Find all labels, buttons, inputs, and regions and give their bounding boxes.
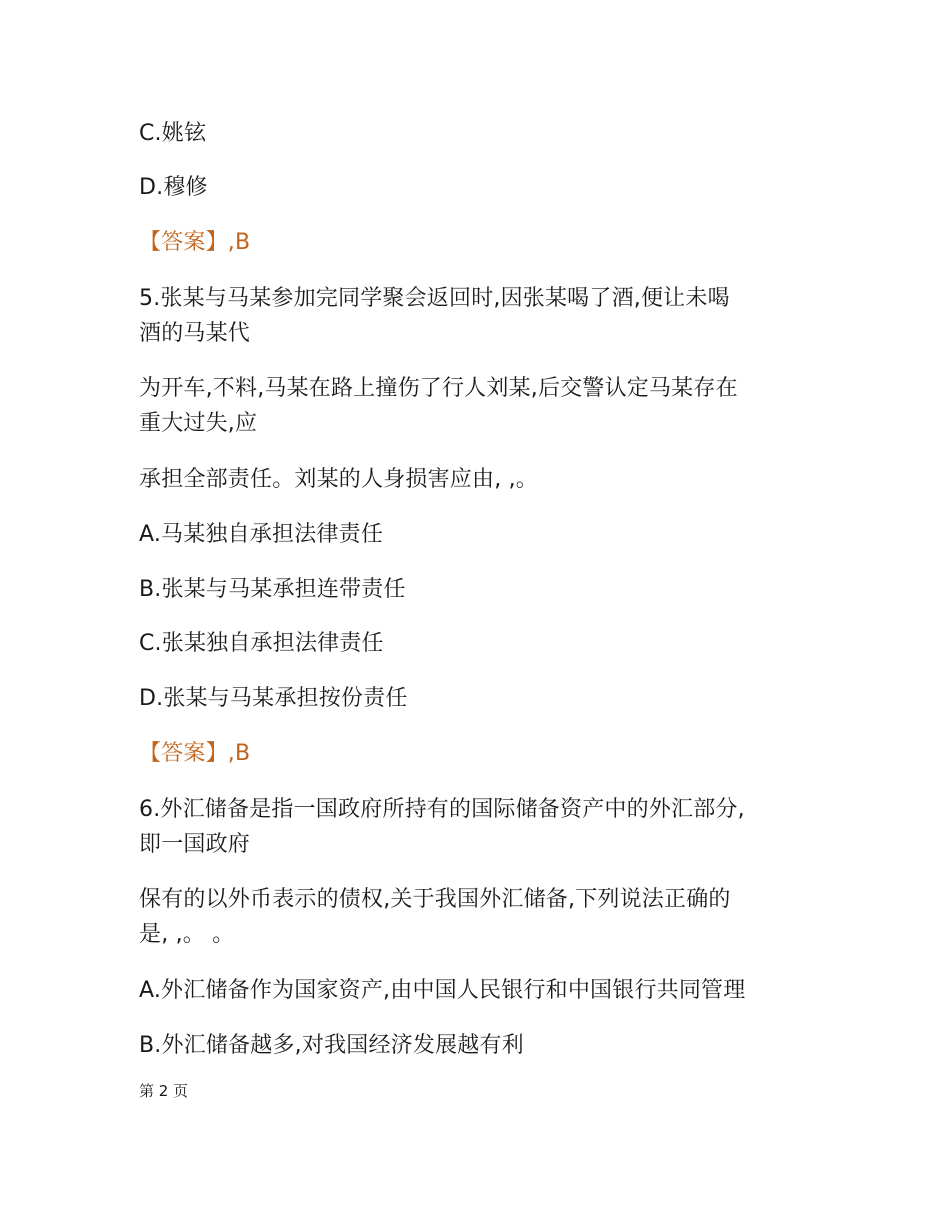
q6-option-b: B.外汇储备越多,对我国经济发展越有利 <box>139 1033 524 1058</box>
page-number: 第 2 页 <box>139 1082 189 1100</box>
q4-answer: 【答案】,B <box>139 230 251 255</box>
q5-stem-line-5: 承担全部责任。刘某的人身损害应由, ,。 <box>139 467 538 492</box>
q5-option-a: A.马某独自承担法律责任 <box>139 522 384 547</box>
q5-stem-line-1: 5.张某与马某参加完同学聚会返回时,因张某喝了酒,便让未喝 <box>139 286 730 311</box>
q6-option-a: A.外汇储备作为国家资产,由中国人民银行和中国银行共同管理 <box>139 978 746 1003</box>
q5-stem-line-2: 酒的马某代 <box>139 321 251 346</box>
q6-stem-line-4: 是, ,。 。 <box>139 922 235 947</box>
q4-option-c: C.姚铉 <box>139 121 207 146</box>
q5-answer: 【答案】,B <box>139 741 251 766</box>
q5-option-d: D.张某与马某承担按份责任 <box>139 686 408 711</box>
q5-stem-line-3: 为开车,不料,马某在路上撞伤了行人刘某,后交警认定马某存在 <box>139 376 738 401</box>
q6-stem-line-3: 保有的以外币表示的债权,关于我国外汇储备,下列说法正确的 <box>139 887 731 912</box>
q5-stem-line-4: 重大过失,应 <box>139 411 258 436</box>
q6-stem-line-2: 即一国政府 <box>139 832 251 857</box>
q5-option-c: C.张某独自承担法律责任 <box>139 631 384 656</box>
q4-option-d: D.穆修 <box>139 175 208 200</box>
q6-stem-line-1: 6.外汇储备是指一国政府所持有的国际储备资产中的外汇部分, <box>139 797 745 822</box>
q5-option-b: B.张某与马某承担连带责任 <box>139 577 406 602</box>
